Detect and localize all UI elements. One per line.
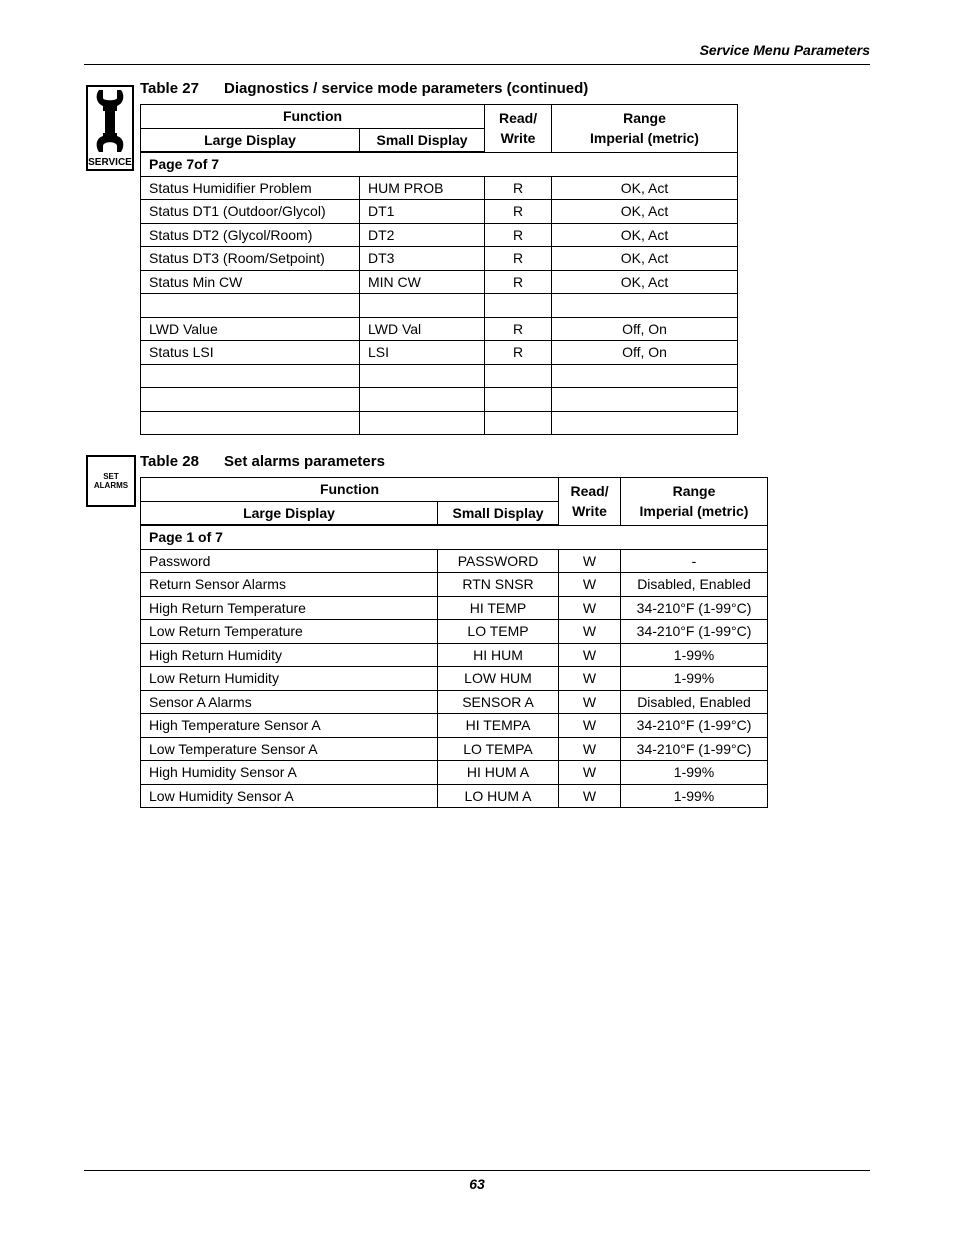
- range-cell: Off, On: [552, 341, 738, 365]
- table-row: [141, 761, 768, 785]
- large-display-cell: Sensor A Alarms: [141, 690, 438, 714]
- large-display-cell: [141, 411, 360, 435]
- table-row: [141, 364, 738, 388]
- large-display-cell: Status Humidifier Problem: [141, 176, 360, 200]
- table28-page-label: Page 1 of 7: [141, 525, 768, 549]
- table-row: [141, 200, 738, 224]
- read-write-cell: W: [559, 714, 621, 738]
- large-display-cell: Status DT2 (Glycol/Room): [141, 223, 360, 247]
- read-write-cell: W: [559, 737, 621, 761]
- table28-header-small-display: Small Display: [438, 501, 559, 525]
- read-write-cell: [485, 294, 552, 318]
- small-display-cell: PASSWORD: [438, 549, 559, 573]
- read-write-cell: R: [485, 200, 552, 224]
- table-row: [141, 690, 768, 714]
- table28-header-large-display: Large Display: [141, 501, 438, 525]
- range-cell: -: [621, 549, 768, 573]
- range-cell: [552, 364, 738, 388]
- small-display-cell: LOW HUM: [438, 667, 559, 691]
- large-display-cell: Low Return Humidity: [141, 667, 438, 691]
- table-row: [141, 294, 738, 318]
- large-display-cell: Return Sensor Alarms: [141, 573, 438, 597]
- small-display-cell: DT3: [360, 247, 485, 271]
- large-display-cell: High Return Temperature: [141, 596, 438, 620]
- table-row: [141, 737, 768, 761]
- table-row: [141, 270, 738, 294]
- small-display-cell: DT1: [360, 200, 485, 224]
- range-cell: 34-210°F (1-99°C): [621, 714, 768, 738]
- small-display-cell: LSI: [360, 341, 485, 365]
- read-write-cell: W: [559, 784, 621, 808]
- footer-rule: [84, 1170, 870, 1171]
- read-write-cell: R: [485, 223, 552, 247]
- small-display-cell: LWD Val: [360, 317, 485, 341]
- read-write-cell: W: [559, 690, 621, 714]
- large-display-cell: Status LSI: [141, 341, 360, 365]
- small-display-cell: [360, 294, 485, 318]
- table27-page-label: Page 7of 7: [141, 152, 738, 176]
- table27-header-read-write: Read/ Write: [485, 105, 552, 153]
- range-cell: 1-99%: [621, 784, 768, 808]
- range-cell: OK, Act: [552, 223, 738, 247]
- page-number: 63: [469, 1176, 485, 1192]
- read-write-cell: W: [559, 620, 621, 644]
- header-rule: [84, 64, 870, 65]
- read-write-cell: W: [559, 643, 621, 667]
- large-display-cell: Low Temperature Sensor A: [141, 737, 438, 761]
- table28: [140, 477, 768, 808]
- large-display-cell: LWD Value: [141, 317, 360, 341]
- large-display-cell: High Humidity Sensor A: [141, 761, 438, 785]
- read-write-cell: R: [485, 317, 552, 341]
- table-row: [141, 573, 768, 597]
- table-row: [141, 667, 768, 691]
- table-row: [141, 549, 768, 573]
- small-display-cell: [360, 364, 485, 388]
- large-display-cell: Password: [141, 549, 438, 573]
- large-display-cell: Status Min CW: [141, 270, 360, 294]
- range-cell: OK, Act: [552, 247, 738, 271]
- set-alarms-icon: [86, 455, 136, 507]
- table-row: [141, 341, 738, 365]
- range-cell: 34-210°F (1-99°C): [621, 596, 768, 620]
- read-write-cell: W: [559, 596, 621, 620]
- read-write-cell: R: [485, 176, 552, 200]
- table27: [140, 104, 738, 435]
- table-row: [141, 176, 738, 200]
- table28-number: Table 28: [140, 453, 199, 470]
- range-cell: OK, Act: [552, 176, 738, 200]
- table-row: [141, 223, 738, 247]
- read-write-cell: R: [485, 270, 552, 294]
- small-display-cell: HI HUM A: [438, 761, 559, 785]
- table-row: [141, 643, 768, 667]
- table-row: [141, 784, 768, 808]
- table27-header-function: Function: [141, 105, 485, 129]
- range-cell: Disabled, Enabled: [621, 690, 768, 714]
- set-alarms-label: SET ALARMS: [93, 472, 129, 490]
- range-cell: 34-210°F (1-99°C): [621, 620, 768, 644]
- read-write-cell: [485, 388, 552, 412]
- small-display-cell: LO TEMPA: [438, 737, 559, 761]
- small-display-cell: HI HUM: [438, 643, 559, 667]
- small-display-cell: DT2: [360, 223, 485, 247]
- read-write-cell: R: [485, 341, 552, 365]
- read-write-cell: [485, 364, 552, 388]
- small-display-cell: HUM PROB: [360, 176, 485, 200]
- small-display-cell: [360, 411, 485, 435]
- table-row: [141, 388, 738, 412]
- large-display-cell: Status DT3 (Room/Setpoint): [141, 247, 360, 271]
- small-display-cell: LO TEMP: [438, 620, 559, 644]
- large-display-cell: High Return Humidity: [141, 643, 438, 667]
- table28-caption: [140, 453, 385, 470]
- large-display-cell: High Temperature Sensor A: [141, 714, 438, 738]
- read-write-cell: W: [559, 667, 621, 691]
- range-cell: OK, Act: [552, 200, 738, 224]
- table27-number: Table 27: [140, 80, 199, 97]
- small-display-cell: [360, 388, 485, 412]
- table27-caption: [140, 80, 588, 97]
- range-cell: [552, 388, 738, 412]
- read-write-cell: W: [559, 549, 621, 573]
- large-display-cell: [141, 364, 360, 388]
- read-write-cell: [485, 411, 552, 435]
- table28-header-function: Function: [141, 478, 559, 502]
- large-display-cell: Low Humidity Sensor A: [141, 784, 438, 808]
- table28-header-read-write: Read/ Write: [559, 478, 621, 526]
- table-row: [141, 714, 768, 738]
- range-cell: [552, 411, 738, 435]
- table27-header-large-display: Large Display: [141, 128, 360, 152]
- range-cell: 34-210°F (1-99°C): [621, 737, 768, 761]
- table-row: [141, 317, 738, 341]
- range-cell: [552, 294, 738, 318]
- table-row: [141, 411, 738, 435]
- table-row: [141, 620, 768, 644]
- table27-header-range: Range Imperial (metric): [552, 105, 738, 153]
- small-display-cell: MIN CW: [360, 270, 485, 294]
- large-display-cell: [141, 294, 360, 318]
- large-display-cell: [141, 388, 360, 412]
- range-cell: 1-99%: [621, 643, 768, 667]
- table-row: [141, 247, 738, 271]
- range-cell: OK, Act: [552, 270, 738, 294]
- table28-title: Set alarms parameters: [224, 453, 385, 470]
- table28-header-range: Range Imperial (metric): [621, 478, 768, 526]
- table27-title: Diagnostics / service mode parameters (continued): [224, 80, 589, 97]
- range-cell: Off, On: [552, 317, 738, 341]
- range-cell: 1-99%: [621, 667, 768, 691]
- read-write-cell: R: [485, 247, 552, 271]
- small-display-cell: RTN SNSR: [438, 573, 559, 597]
- small-display-cell: HI TEMP: [438, 596, 559, 620]
- large-display-cell: Low Return Temperature: [141, 620, 438, 644]
- large-display-cell: Status DT1 (Outdoor/Glycol): [141, 200, 360, 224]
- service-icon: [86, 85, 134, 171]
- read-write-cell: W: [559, 761, 621, 785]
- table-row: [141, 596, 768, 620]
- table27-header-small-display: Small Display: [360, 128, 485, 152]
- range-cell: Disabled, Enabled: [621, 573, 768, 597]
- range-cell: 1-99%: [621, 761, 768, 785]
- small-display-cell: LO HUM A: [438, 784, 559, 808]
- service-label: SERVICE: [88, 157, 132, 168]
- wrench-icon: [94, 89, 126, 153]
- read-write-cell: W: [559, 573, 621, 597]
- small-display-cell: HI TEMPA: [438, 714, 559, 738]
- running-head: Service Menu Parameters: [699, 42, 870, 58]
- small-display-cell: SENSOR A: [438, 690, 559, 714]
